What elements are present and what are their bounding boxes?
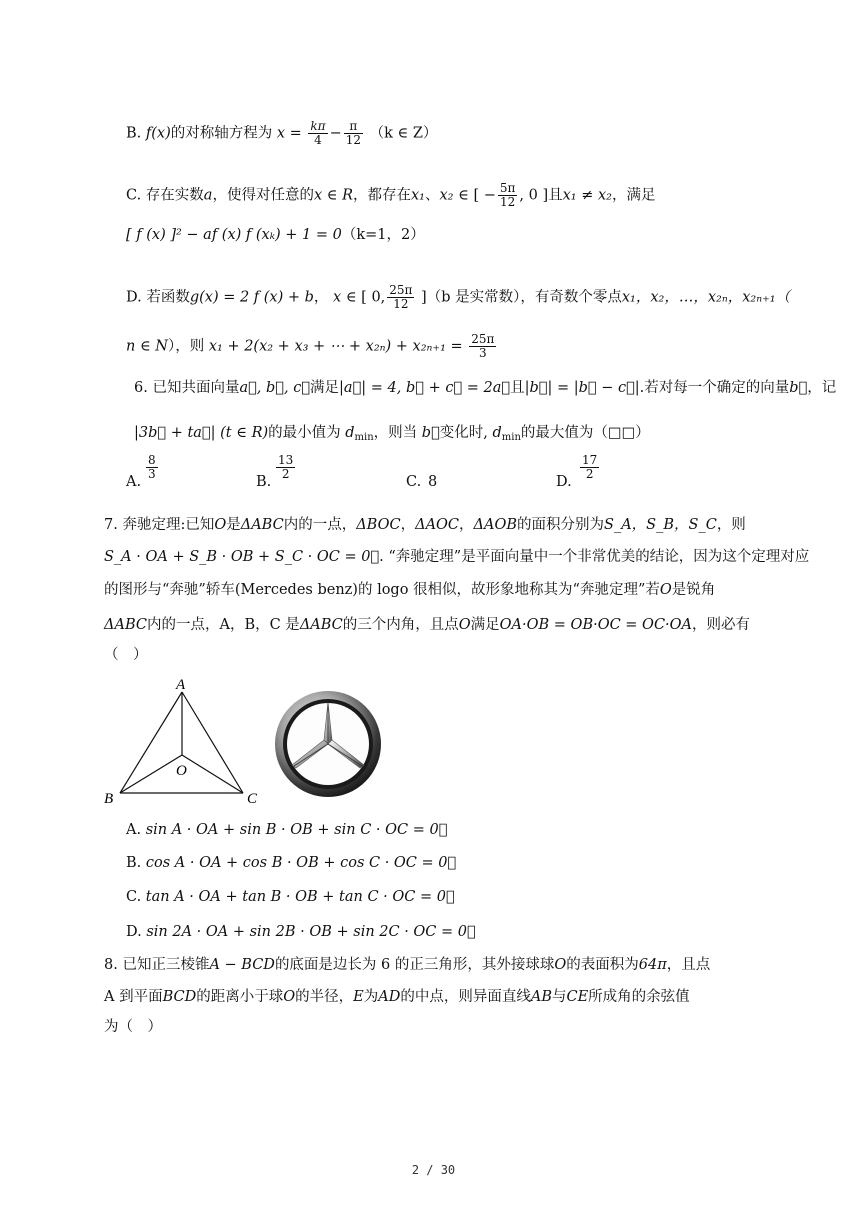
text: 满足 [310,380,340,396]
fraction: $\frac{5\pi}{12}$ [499,181,516,209]
choice-label: B. [126,855,142,871]
math-equation: OA·OB = OB·OC = OC·OA [499,617,693,633]
math-var: b⃗ [421,425,440,441]
fraction: $\frac{25\pi}{3}$ [471,332,495,360]
math-equation: S_A · OA + S_B · OB + S_C · OC = 0⃗ [104,549,380,565]
choice-expr: cos A · OA + cos B · OB + cos C · OC = 0⃗ [145,855,457,871]
math-equation: x₁ + 2(x₂ + x₃ + ⋯ + x₂ₙ) + x₂ₙ₊₁ = [208,338,463,355]
text: 内的一点， [283,517,357,533]
question-6-line1 [134,378,836,398]
choice-label: D. [126,924,142,940]
math-var: O [214,517,227,533]
choice-expr: sin A · OA + sin B · OB + sin C · OC = 0⃗ [145,822,448,838]
page-number: 2 / 30 [411,1163,456,1177]
option-d-line2 [126,333,498,360]
math-var: CE [566,989,589,1005]
text: 若函数 [146,289,190,306]
question-6-line2 [134,423,650,448]
text: ，则必有 [692,617,751,633]
math-eq: x = [276,125,302,142]
question-8-line2 [104,987,690,1007]
text: 的底面是边长为 6 的正三角形，其外接球球 [274,957,555,973]
math-expr: ΔBOC [356,517,401,533]
math-var: O [458,617,471,633]
math-bracket: [ 0, [361,289,386,306]
option-b-line [126,120,437,147]
math-var: AD [378,989,401,1005]
option-label: B. [126,125,142,142]
mercedes-logo-image [272,688,384,800]
math-expr: ΔABC [299,617,343,633]
text: 7. 奔驰定理:已知 [104,517,215,533]
text: 的表面积为 [566,957,639,973]
math-expr: ΔABC [104,617,147,633]
math-expr: ΔABC [240,517,284,533]
fraction: $\frac{8}{3}$ [148,453,156,481]
question-7-choice-b [126,853,456,873]
triangle-edge-ac [182,692,243,793]
answer-blank: （ ） [104,647,148,663]
text: 且 [548,187,563,204]
text: ，则当 [373,425,418,441]
text: A 到平面 [104,989,163,1005]
question-7-line5 [104,645,148,665]
text: 是锐角 [671,582,716,598]
option-c-line1 [126,182,655,209]
math-cond: （k ∈ Z） [369,125,438,142]
text: 为（ ） [104,1019,162,1035]
question-7-line4 [104,615,750,635]
math-expr: |a⃗| = 4, b⃗ + c⃗ = 2a⃗ [339,380,511,396]
text: ），则 [167,338,205,355]
math-bracket: , 0 ] [519,187,549,204]
text: 是 [226,517,241,533]
center-label-o: O [176,763,187,779]
text: ，满足 [611,187,656,204]
math-op: − [329,125,342,142]
math-var: O [659,582,672,598]
math-sub: min [354,432,374,443]
choice-label: C. [126,889,142,905]
vertex-label-c: C [247,791,258,807]
question-8-line1 [104,955,710,975]
text: 变化时, [439,425,488,441]
math-var: d [345,425,355,441]
choice-label: B. [256,474,272,490]
fraction: $\frac{17}{2}$ [582,453,598,481]
math-expr: S_A，S_B，S_C [604,517,717,533]
choice-label: D. [556,474,572,490]
text: ，都存在 [353,187,411,204]
text: 满足 [470,617,500,633]
text: ， [400,517,416,533]
text: 为 [363,989,379,1005]
math-var: E [353,989,364,1005]
text: 的最小值为 [268,425,341,441]
question-7-line3 [104,580,715,600]
math-expr: 64π [638,957,667,973]
text: 的距离小于球 [196,989,284,1005]
math-expr: BCD [162,989,197,1005]
math-fx: f(x) [145,125,171,142]
math-expr: x ∈ [333,289,357,306]
choice-label: A. [126,822,142,838]
math-sub: min [501,432,521,443]
text: 且 [510,380,525,396]
option-label: C. [126,187,142,204]
math-var: O [283,989,296,1005]
math-expr: A − BCD [209,957,275,973]
math-bracket: [ − [473,187,496,204]
option-label: D. [126,289,142,306]
text: ， [459,517,474,533]
text: 的最大值为（□□） [520,425,650,441]
text: 的半径， [295,989,354,1005]
vertex-label-a: A [176,677,186,693]
text: 的三个内角，且点 [342,617,459,633]
fraction: $\frac{k\pi}{4}$ [310,119,326,147]
math-var: a [203,187,213,204]
math-expr: x₂ ∈ [439,187,469,204]
text: 、 [425,187,440,204]
text: .若对每一个确定的向量 [639,380,790,396]
choice-expr: tan A · OA + tan B · OB + tan C · OC = 0⃗ [145,889,455,905]
question-7-line1 [104,515,746,535]
math-var: AB [530,989,552,1005]
math-expr: ΔAOB [473,517,518,533]
question-7-choice-c [126,887,455,907]
option-text: 的对称轴方程为 [170,125,273,142]
math-expr: |b⃗| = |b⃗ − c⃗| [524,380,640,396]
choice-value: 8 [428,474,438,490]
text: 内的一点，A，B，C 是 [146,617,300,633]
math-vectors: a⃗, b⃗, c⃗ [239,380,311,396]
math-var: d [492,425,502,441]
text: 的图形与“奔驰”轿车(Mercedes benz)的 logo 很相似，故形象地称其为“奔驰定理”若 [104,582,660,598]
option-c-line2 [126,225,425,245]
text: ，使得对任意的 [212,187,314,204]
text: . “奔驰定理”是平面向量中一个非常优美的结论，因为这个定理对应 [379,549,810,565]
fraction: $\frac{25\pi}{12}$ [389,283,413,311]
option-d-line1 [126,284,790,311]
question-7-line2 [104,547,809,567]
text: （b 是实常数），有奇数个零点 [426,289,622,306]
math-bracket: ] [416,289,427,306]
math-expr: |3b⃗ + ta⃗| (t ∈ R) [134,425,269,441]
math-equation: [ f (x) ]² − af (x) f (xₖ) + 1 = 0 [126,227,342,243]
text: 已知共面向量 [152,380,240,396]
vertex-label-b: B [104,791,114,807]
segment-oc [182,755,243,793]
question-7-choice-d [126,922,476,942]
math-var: b⃗ [789,380,808,396]
triangle-figure [100,672,270,807]
fraction: $\frac{\pi}{12}$ [345,119,361,147]
math-expr: g(x) = 2 f (x) + b [189,289,314,306]
choice-label: C. [406,474,422,490]
choice-label: A. [126,474,142,490]
question-7-choice-a [126,820,447,840]
math-expr: n ∈ N [126,338,168,355]
question-number: 6. [134,380,148,396]
text: 的中点，则异面直线 [400,989,531,1005]
math-var: x₁ [411,187,425,204]
text: ，且点 [666,957,711,973]
math-cond: （k=1，2） [341,227,425,243]
triangle-edge-ab [120,692,182,793]
math-var: O [554,957,567,973]
text: 与 [551,989,567,1005]
text: ，记 [807,380,837,396]
fraction: $\frac{13}{2}$ [278,453,294,481]
math-expr: x₁，x₂，…，x₂ₙ，x₂ₙ₊₁（ [621,289,791,306]
text: 8. 已知正三棱锥 [104,957,210,973]
text: 存在实数 [145,187,204,204]
math-expr: x ∈ R [313,187,353,204]
segment-ob [120,755,182,793]
question-8-line3 [104,1017,162,1037]
text: 所成角的余弦值 [588,989,690,1005]
text: 的面积分别为 [517,517,605,533]
math-expr: ΔAOC [415,517,460,533]
text: ， [313,289,329,306]
text: ，则 [716,517,746,533]
choice-expr: sin 2A · OA + sin 2B · OB + sin 2C · OC = 0⃗ [146,924,476,940]
math-expr: x₁ ≠ x₂ [562,187,612,204]
